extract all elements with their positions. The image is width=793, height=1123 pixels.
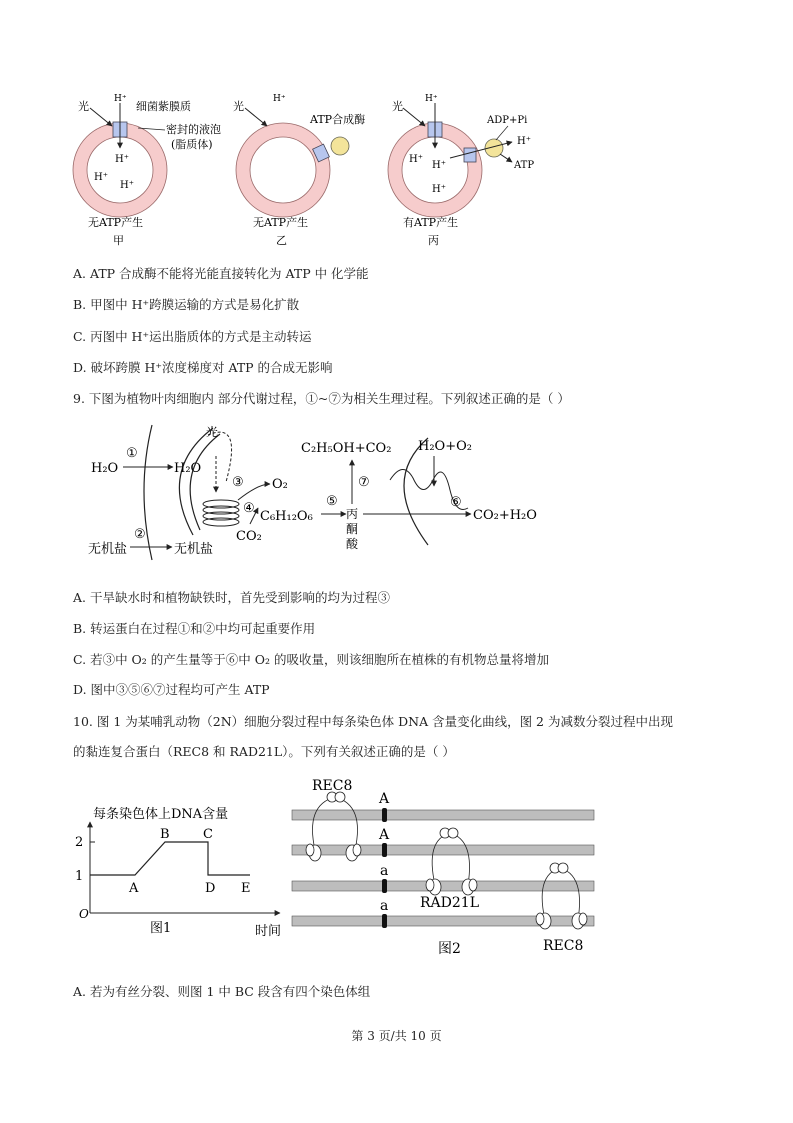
q8-option-b: B. 甲图中 H⁺跨膜运输的方式是易化扩散 (73, 297, 300, 312)
svg-text:丙: 丙 (346, 507, 359, 521)
status-label: 无ATP产生 (88, 216, 144, 229)
svg-text:酮: 酮 (346, 522, 359, 536)
light-label: 光 (78, 100, 89, 113)
svg-text:H⁺: H⁺ (517, 136, 531, 147)
h2o-label: H₂O (91, 461, 119, 476)
svg-text:a: a (380, 863, 389, 879)
svg-text:2: 2 (75, 835, 84, 850)
svg-text:1: 1 (75, 869, 84, 884)
glucose-label: C₆H₁₂O₆ (260, 509, 313, 524)
dna-curve (90, 842, 250, 875)
svg-text:CO₂: CO₂ (236, 529, 262, 544)
svg-text:H₂O: H₂O (174, 461, 202, 476)
svg-text:E: E (241, 881, 251, 896)
liposome-yi (233, 94, 365, 247)
figure-name: 甲 (113, 234, 124, 247)
svg-text:H⁺: H⁺ (409, 154, 423, 165)
svg-text:⑥: ⑥ (450, 495, 462, 510)
liposome-jia (73, 94, 221, 247)
atp-label: ATP (514, 160, 535, 171)
metabolism-diagram (88, 420, 548, 565)
svg-text:⑦: ⑦ (358, 475, 370, 490)
page-footer: 第 3 页/共 10 页 (351, 1029, 442, 1043)
svg-text:H⁺: H⁺ (115, 154, 129, 165)
y-axis-label: 每条染色体上DNA含量 (93, 807, 229, 822)
svg-text:酸: 酸 (346, 537, 359, 551)
liposome-figure (70, 88, 570, 253)
dna-content-graph (75, 800, 290, 940)
ethanol-label: C₂H₅OH+CO₂ (301, 441, 392, 456)
svg-text:A: A (379, 791, 390, 807)
svg-text:H₂O+O₂: H₂O+O₂ (418, 439, 472, 454)
svg-text:H⁺: H⁺ (120, 180, 134, 191)
svg-text:H⁺: H⁺ (425, 94, 438, 104)
inorganic-salt-label: 无机盐 (88, 542, 128, 557)
svg-text:④: ④ (243, 501, 255, 516)
q8-option-a: A. ATP 合成酶不能将光能直接转化为 ATP 中 化学能 (73, 266, 369, 281)
membrane-label: 细菌紫膜质 (136, 100, 191, 113)
svg-text:C: C (203, 827, 213, 842)
svg-text:H⁺: H⁺ (432, 160, 446, 171)
svg-text:a: a (380, 898, 389, 914)
thylakoid-stack (203, 500, 239, 526)
svg-text:光: 光 (392, 100, 403, 113)
adp-label: ADP+Pi (487, 115, 528, 126)
svg-text:B: B (160, 827, 170, 842)
q9-option-d: D. 图中③⑤⑥⑦过程均可产生 ATP (73, 682, 270, 697)
products-label: CO₂+H₂O (473, 508, 537, 523)
q9-option-c: C. 若③中 O₂ 的产生量等于⑥中 O₂ 的吸收量，则该细胞所在植株的有机物总量将增加 (73, 652, 549, 667)
liposome-bing (388, 94, 534, 247)
svg-text:H⁺: H⁺ (94, 172, 108, 183)
svg-text:D: D (205, 881, 216, 896)
svg-text:H⁺: H⁺ (273, 94, 286, 104)
svg-text:③: ③ (232, 475, 244, 490)
q9-option-a: A. 干旱缺水时和植物缺铁时，首先受到影响的均为过程③ (73, 590, 390, 605)
svg-text:H⁺: H⁺ (114, 94, 127, 104)
x-axis-label: 时间 (255, 924, 282, 939)
svg-text:H⁺: H⁺ (432, 184, 446, 195)
svg-text:光: 光 (233, 100, 244, 113)
svg-text:A: A (129, 881, 139, 896)
svg-text:O: O (79, 907, 89, 921)
figure1-caption: 图1 (150, 921, 172, 936)
svg-text:①: ① (126, 446, 138, 461)
svg-text:无ATP产生: 无ATP产生 (253, 216, 309, 229)
svg-text:光: 光 (206, 425, 219, 439)
q10-stem-line1: 10. 图 1 为某哺乳动物（2N）细胞分裂过程中每条染色体 DNA 含量变化曲线，图 2 为减数分裂过程中出现 (73, 714, 673, 729)
rad21l-label: RAD21L (420, 895, 479, 911)
q8-option-c: C. 丙图中 H⁺运出脂质体的方式是主动转运 (73, 329, 312, 344)
rec8-label-top: REC8 (312, 778, 353, 794)
q9-stem: 9. 下图为植物叶肉细胞内 部分代谢过程，①~⑦为相关生理过程。下列叙述正确的是（ ） (73, 391, 570, 406)
svg-text:丙: 丙 (428, 234, 439, 247)
svg-text:②: ② (134, 527, 146, 542)
figure2-caption: 图2 (438, 941, 461, 957)
svg-text:乙: 乙 (276, 234, 287, 247)
svg-text:(脂质体): (脂质体) (171, 138, 213, 151)
svg-text:⑤: ⑤ (326, 494, 338, 509)
svg-text:A: A (379, 827, 390, 843)
q10-option-a: A. 若为有丝分裂、则图 1 中 BC 段含有四个染色体组 (73, 984, 371, 999)
q9-option-b: B. 转运蛋白在过程①和②中均可起重要作用 (73, 621, 316, 636)
enzyme-label: ATP合成酶 (310, 113, 366, 126)
vesicle-label: 密封的液泡 (166, 123, 221, 136)
o2-label: O₂ (272, 477, 288, 492)
q10-stem-line2: 的黏连复合蛋白（REC8 和 RAD21L）。下列有关叙述正确的是（ ） (73, 744, 455, 759)
svg-text:有ATP产生: 有ATP产生 (403, 216, 459, 229)
rec8-label-bottom: REC8 (543, 938, 584, 954)
svg-text:无机盐: 无机盐 (174, 542, 214, 557)
q8-option-d: D. 破坏跨膜 H⁺浓度梯度对 ATP 的合成无影响 (73, 360, 333, 375)
cohesin-figure (290, 775, 600, 960)
